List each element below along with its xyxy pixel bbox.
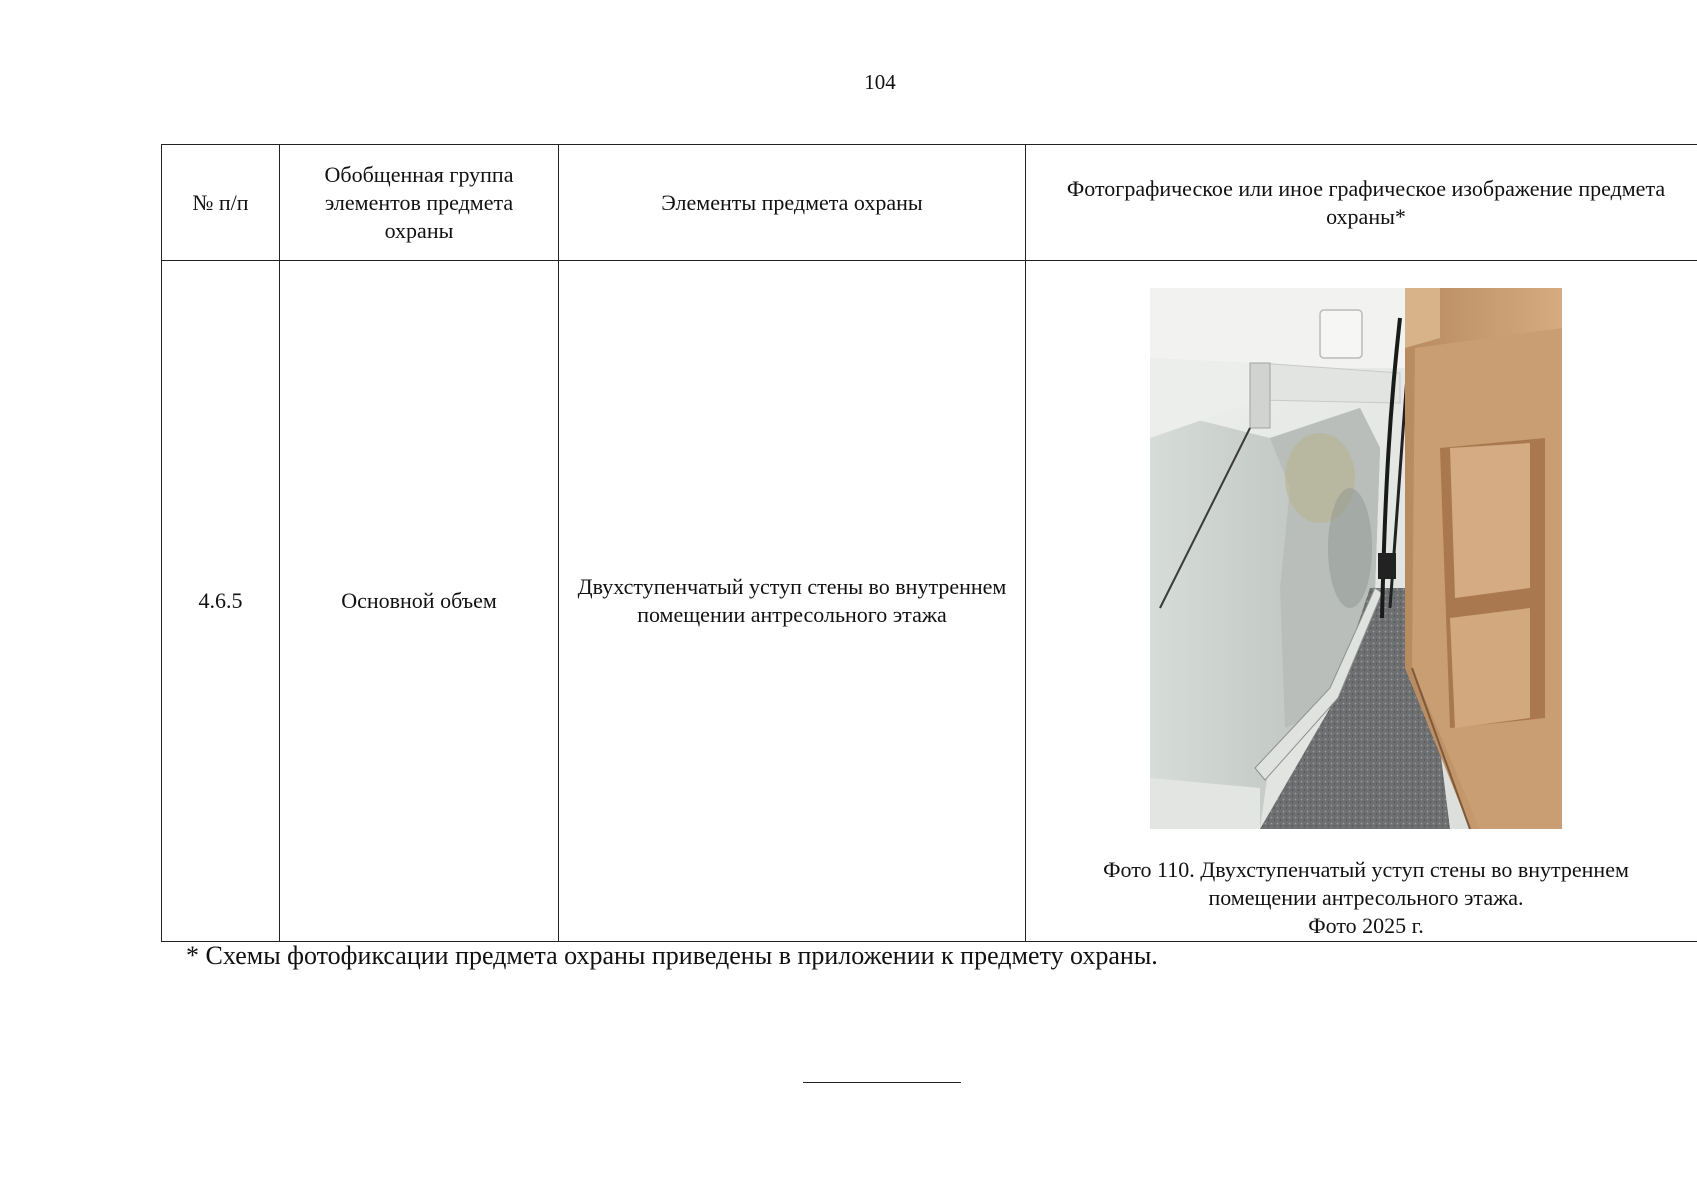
- wall-ledge-photo: [1150, 288, 1562, 829]
- photo-caption: [1026, 856, 1697, 940]
- protection-subject-table: [161, 144, 1697, 942]
- table-header-row: [162, 145, 1697, 261]
- photo-wrap: [1026, 261, 1697, 941]
- table-row: [162, 261, 1697, 942]
- row-group: Основной объем: [280, 261, 559, 942]
- header-elements: Элементы предмета охраны: [559, 145, 1026, 261]
- header-num: № п/п: [162, 145, 280, 261]
- footnote: * Схемы фотофиксации предмета охраны приведены в приложении к предмету охраны.: [186, 941, 1158, 970]
- header-photo: Фотографическое или иное графическое изображение предмета охраны*: [1026, 145, 1697, 261]
- row-photo-cell: [1026, 261, 1697, 942]
- page-number: 104: [864, 70, 896, 94]
- photo-caption-year: Фото 2025 г.: [1308, 913, 1424, 938]
- row-num: 4.6.5: [162, 261, 280, 942]
- row-elements: Двухступенчатый уступ стены во внутреннем помещении антресольного этажа: [559, 261, 1026, 942]
- photo-caption-title: Фото 110. Двухступенчатый уступ стены во внутреннем помещении антресольного этажа.: [1103, 857, 1629, 910]
- header-group: Обобщенная группа элементов предмета охраны: [280, 145, 559, 261]
- end-divider: [803, 1082, 961, 1083]
